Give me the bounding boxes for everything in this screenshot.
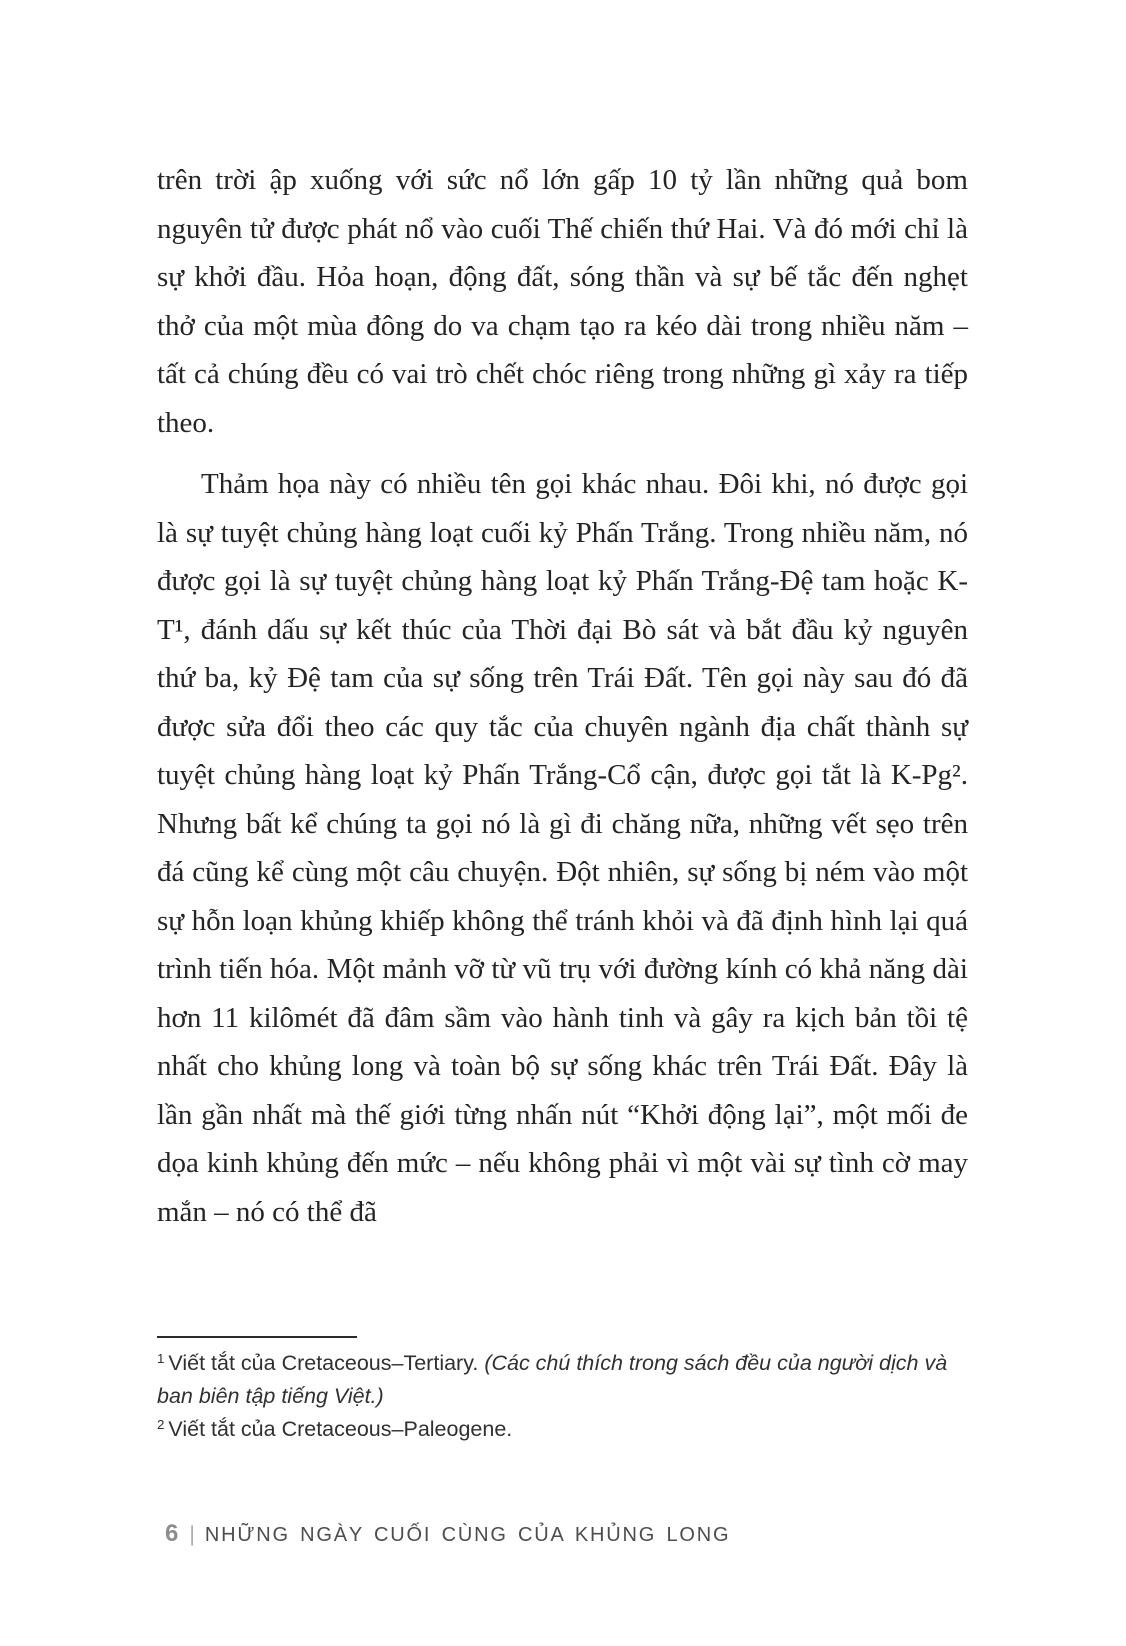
footnote-2-marker: 2 bbox=[157, 1417, 165, 1432]
footnote-1 bbox=[157, 1347, 968, 1413]
footnote-2-text: Viết tắt của Cretaceous–Paleogene. bbox=[168, 1417, 513, 1441]
footnote-2 bbox=[157, 1413, 968, 1446]
footer-separator: | bbox=[189, 1523, 195, 1546]
footnote-1-text: Viết tắt của Cretaceous–Tertiary. bbox=[168, 1351, 485, 1375]
footnote-separator-rule bbox=[157, 1336, 357, 1338]
footnote-1-marker: 1 bbox=[157, 1351, 165, 1366]
page-footer bbox=[165, 1520, 730, 1548]
running-title: NHỮNG NGÀY CUỐI CÙNG CỦA KHỦNG LONG bbox=[204, 1524, 731, 1546]
body-paragraph-1: trên trời ập xuống với sức nổ lớn gấp 10 tỷ lần những quả bom nguyên tử được phát nổ vào cuối Thế chiến thứ Hai. Và đó mới chỉ là sự khởi đầu. Hỏa hoạn, động đất, sóng thần và sự bế tắc đến nghẹt thở của một mùa đông do va chạm tạo ra kéo dài trong nhiều năm – tất cả chúng đều có vai trò chết chóc riêng trong những gì xảy ra tiếp theo. bbox=[157, 164, 968, 439]
body-text bbox=[157, 156, 968, 1236]
page-number: 6 bbox=[165, 1520, 179, 1547]
footnote-1-italic-note: (Các chú thích trong sách đều của người dịch và ban biên tập tiếng Việt.) bbox=[157, 1351, 948, 1408]
body-paragraph-2: Thảm họa này có nhiều tên gọi khác nhau. Đôi khi, nó được gọi là sự tuyệt chủng hàng loạt cuối kỷ Phấn Trắng. Trong nhiều năm, nó được gọi là sự tuyệt chủng hàng loạt kỷ Phấn Trắng-Đệ tam hoặc K-T¹, đánh dấu sự kết thúc của Thời đại Bò sát và bắt đầu kỷ nguyên thứ ba, kỷ Đệ tam của sự sống trên Trái Đất. Tên gọi này sau đó đã được sửa đổi theo các quy tắc của chuyên ngành địa chất thành sự tuyệt chủng hàng loạt kỷ Phấn Trắng-Cổ cận, được gọi tắt là K-Pg². Nhưng bất kể chúng ta gọi nó là gì đi chăng nữa, những vết sẹo trên đá cũng kể cùng một câu chuyện. Đột nhiên, sự sống bị ném vào một sự hỗn loạn khủng khiếp không thể tránh khỏi và đã định hình lại quá trình tiến hóa. Một mảnh vỡ từ vũ trụ với đường kính có khả năng dài hơn 11 kilômét đã đâm sầm vào hành tinh và gây ra kịch bản tồi tệ nhất cho khủng long và toàn bộ sự sống khác trên Trái Đất. Đây là lần gần nhất mà thế giới từng nhấn nút “Khởi động lại”, một mối đe dọa kinh khủng đến mức – nếu không phải vì một vài sự tình cờ may mắn – nó có thể đã bbox=[157, 468, 968, 1228]
footnotes-section bbox=[157, 1336, 968, 1446]
